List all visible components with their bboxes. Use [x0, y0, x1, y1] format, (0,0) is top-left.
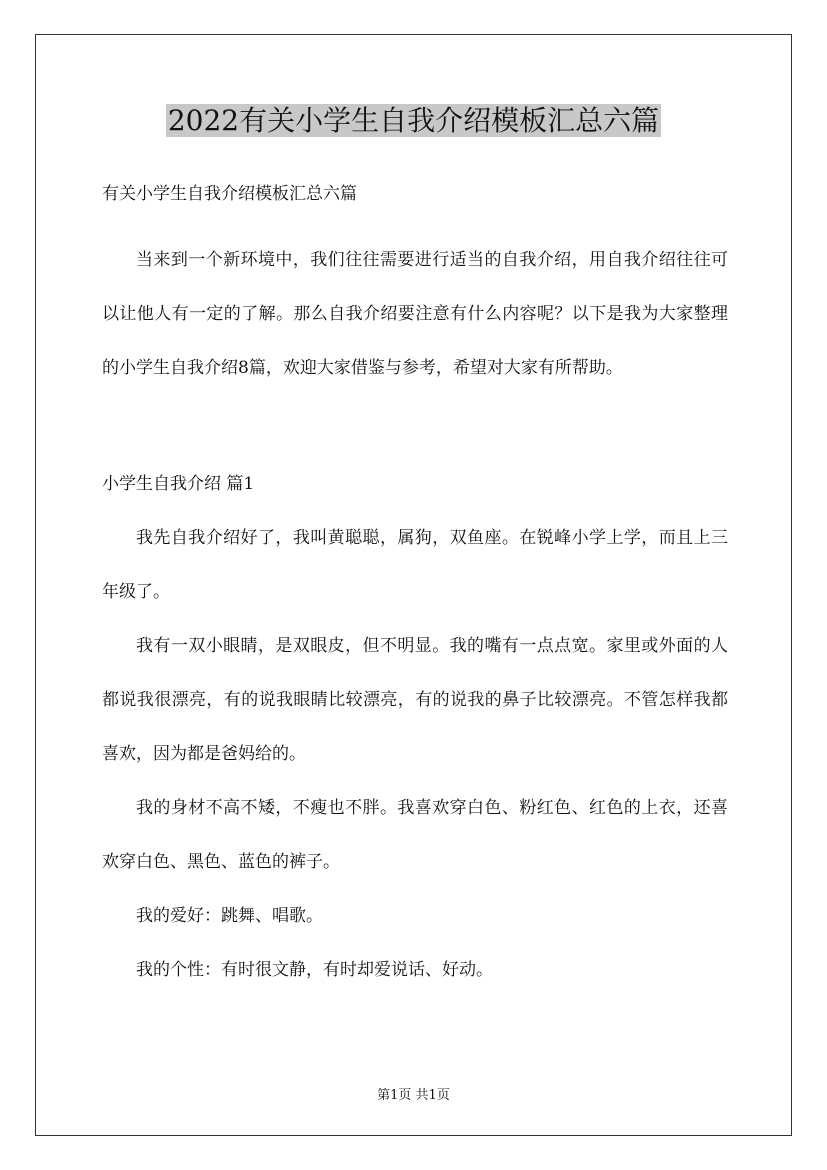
section-heading: 小学生自我介绍 篇1	[102, 474, 255, 494]
body-paragraph: 我有一双小眼睛，是双眼皮，但不明显。我的嘴有一点点宽。家里或外面的人都说我很漂亮，有的说我眼睛比较漂亮，有的说我的鼻子比较漂亮。不管怎样我都喜欢，因为都是爸妈给的。	[102, 636, 728, 764]
document-title-text: 2022有关小学生自我介绍模板汇总六篇	[167, 104, 660, 137]
body-paragraph: 我的身材不高不矮，不瘦也不胖。我喜欢穿白色、粉红色、红色的上衣，还喜欢穿白色、黑色、蓝色的裤子。	[102, 798, 728, 872]
page-number-footer: 第1页 共1页	[377, 1088, 450, 1103]
body-paragraph: 我的个性：有时很文静，有时却爱说话、好动。	[136, 960, 493, 980]
document-title	[0, 100, 827, 142]
document-subtitle: 有关小学生自我介绍模板汇总六篇	[102, 184, 357, 204]
body-paragraph: 我的爱好：跳舞、唱歌。	[136, 906, 323, 926]
intro-paragraph: 当来到一个新环境中，我们往往需要进行适当的自我介绍，用自我介绍往往可以让他人有一定的了解。那么自我介绍要注意有什么内容呢？以下是我为大家整理的小学生自我介绍8篇，欢迎大家借鉴与参考，希望对大家有所帮助。	[102, 250, 728, 378]
body-paragraph: 我先自我介绍好了，我叫黄聪聪，属狗，双鱼座。在锐峰小学上学，而且上三年级了。	[102, 528, 728, 602]
document-body	[102, 176, 728, 997]
